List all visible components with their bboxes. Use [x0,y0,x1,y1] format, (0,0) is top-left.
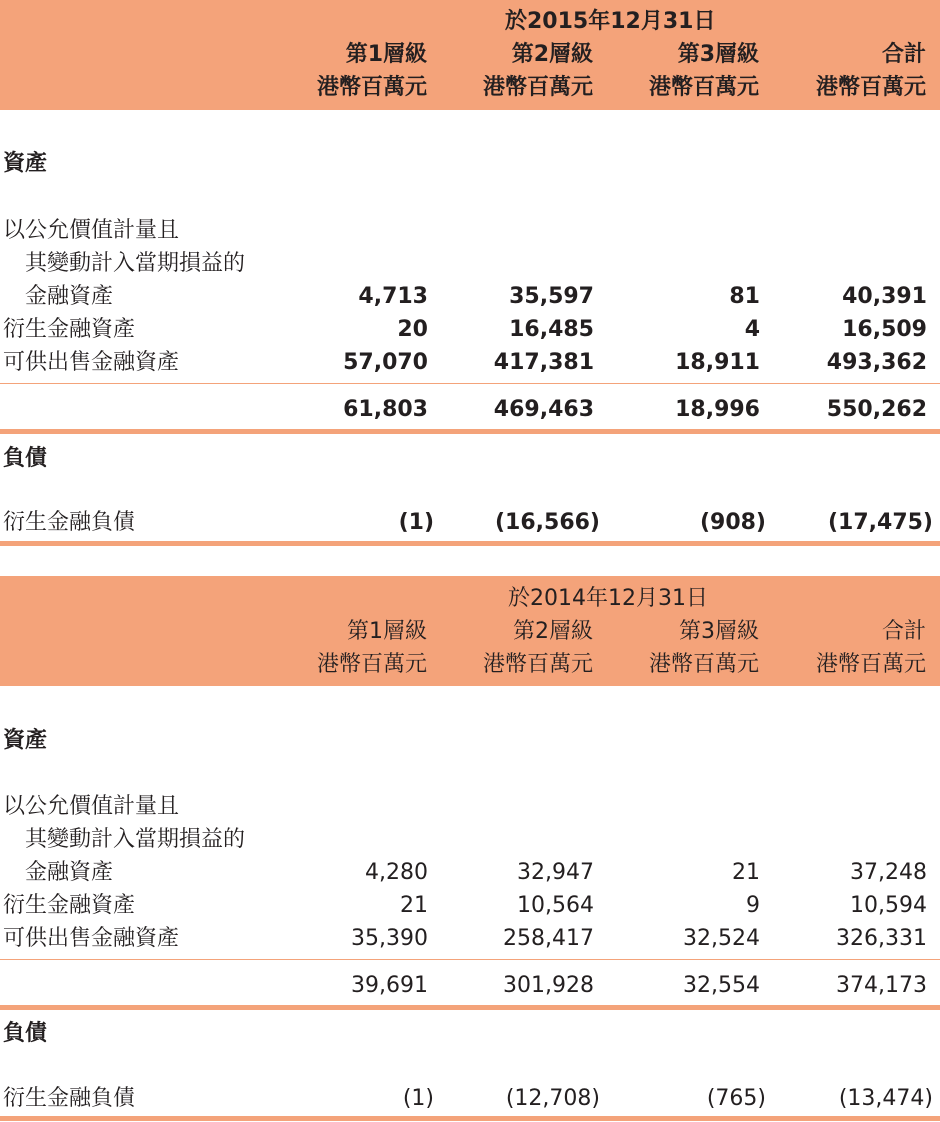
fvtpl-label-line1: 以公允價值計量且 [3,218,180,243]
table-cell: 4,280 [365,860,428,885]
table-cell: 493,362 [826,350,927,375]
divider [0,429,940,434]
table-cell: 10,564 [517,893,594,918]
table-cell: 10,594 [850,893,927,918]
derivative-liabilities-label: 衍生金融負債 [3,1086,136,1111]
fair-value-table-2015 [0,0,940,548]
table-cell: 57,070 [343,350,428,375]
column-label-level2: 第2層級 [511,42,593,67]
column-label-level1: 第1層級 [347,619,427,644]
header-date: 於2015年12月31日 [505,9,716,34]
column-label-total: 合計 [881,619,926,644]
table-cell: 81 [729,284,760,309]
column-label-level1: 第1層級 [345,42,427,67]
table-cell: 21 [400,893,428,918]
divider [0,383,940,384]
liabilities-heading: 負債 [3,1021,48,1046]
fvtpl-label-line1: 以公允價值計量且 [3,794,180,819]
table-cell: 258,417 [503,926,594,951]
table-header [0,576,940,686]
afs-label: 可供出售金融資產 [3,926,180,951]
divider [0,541,940,546]
table-cell: (765) [706,1086,766,1111]
derivative-liabilities-label: 衍生金融負債 [3,510,136,535]
unit-label: 港幣百萬元 [815,652,926,677]
unit-label: 港幣百萬元 [648,652,759,677]
liabilities-heading: 負債 [3,446,48,471]
table-cell: 18,911 [675,350,760,375]
table-cell: 16,509 [842,317,927,342]
unit-label: 港幣百萬元 [316,75,427,100]
table-cell: (1) [402,1086,434,1111]
divider [0,1005,940,1010]
header-date: 於2014年12月31日 [508,586,708,611]
column-label-level3: 第3層級 [679,619,759,644]
total-cell: 39,691 [351,973,428,998]
unit-label: 港幣百萬元 [815,75,926,100]
table-cell: 35,597 [509,284,594,309]
table-cell: 40,391 [842,284,927,309]
table-cell: (16,566) [494,510,600,535]
assets-heading: 資產 [3,151,48,176]
table-cell: 4,713 [358,284,428,309]
table-cell: (17,475) [827,510,933,535]
total-cell: 374,173 [836,973,927,998]
table-cell: (13,474) [838,1086,933,1111]
total-cell: 18,996 [675,397,760,422]
table-cell: 9 [746,893,760,918]
table-cell: 16,485 [509,317,594,342]
column-label-level3: 第3層級 [677,42,759,67]
total-cell: 61,803 [343,397,428,422]
table-cell: 21 [732,860,760,885]
fair-value-table-2014 [0,576,940,1122]
unit-label: 港幣百萬元 [316,652,427,677]
fvtpl-label-line2: 其變動計入當期損益的 [25,827,246,852]
column-label-total: 合計 [881,42,926,67]
table-cell: 326,331 [836,926,927,951]
column-label-level2: 第2層級 [513,619,593,644]
table-cell: 37,248 [850,860,927,885]
fvtpl-label-line3: 金融資產 [25,860,114,885]
derivative-assets-label: 衍生金融資產 [3,893,136,918]
assets-heading: 資產 [3,728,48,753]
table-cell: 32,524 [683,926,760,951]
table-cell: (908) [699,510,766,535]
unit-label: 港幣百萬元 [648,75,759,100]
total-cell: 469,463 [493,397,594,422]
table-cell: 4 [744,317,760,342]
table-cell: (12,708) [505,1086,600,1111]
divider [0,1116,940,1121]
table-cell: 417,381 [493,350,594,375]
table-header [0,0,940,110]
derivative-assets-label: 衍生金融資產 [3,317,136,342]
afs-label: 可供出售金融資產 [3,350,180,375]
total-cell: 32,554 [683,973,760,998]
fvtpl-label-line2: 其變動計入當期損益的 [25,251,246,276]
divider [0,959,940,960]
unit-label: 港幣百萬元 [482,75,593,100]
fvtpl-label-line3: 金融資產 [25,284,114,309]
table-cell: 32,947 [517,860,594,885]
unit-label: 港幣百萬元 [482,652,593,677]
total-cell: 301,928 [503,973,594,998]
total-cell: 550,262 [826,397,927,422]
table-cell: 20 [397,317,428,342]
table-cell: 35,390 [351,926,428,951]
table-cell: (1) [398,510,434,535]
